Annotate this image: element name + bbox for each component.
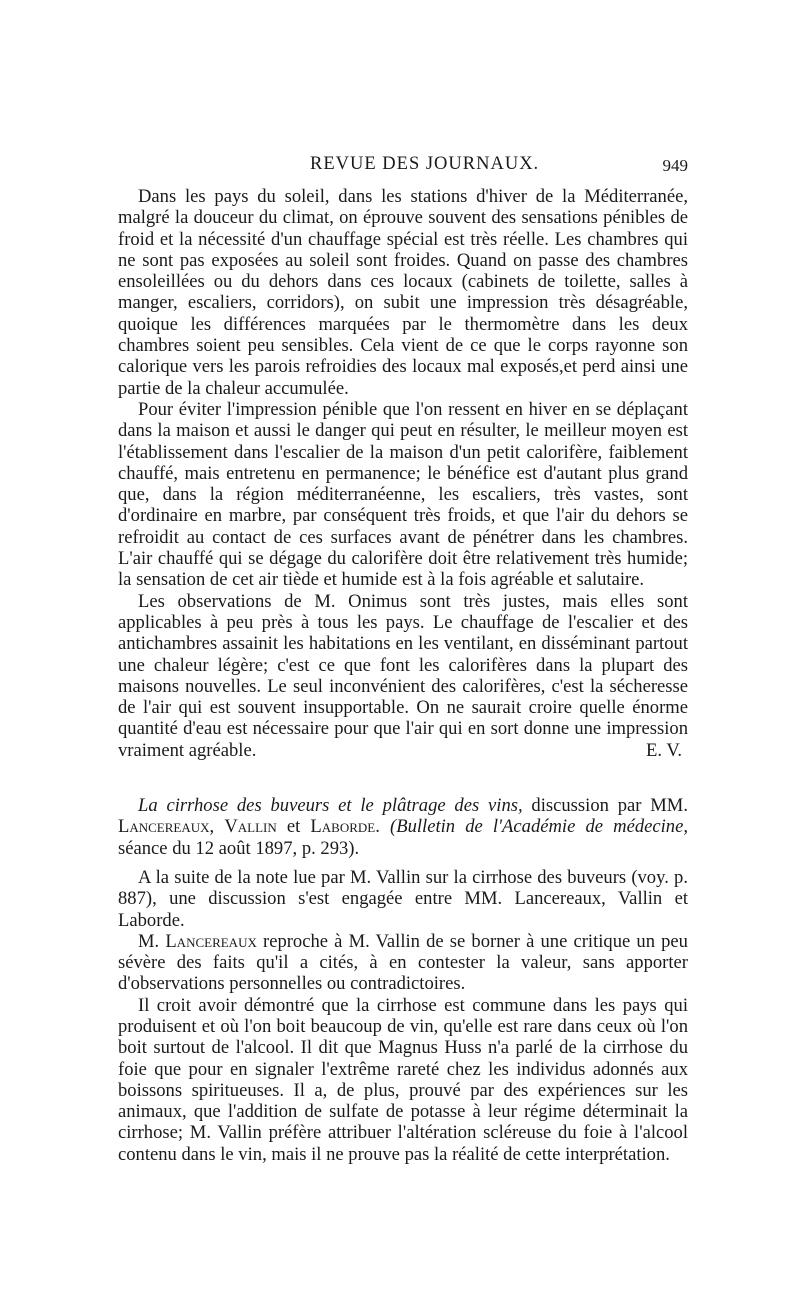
- page-number: 949: [662, 156, 688, 175]
- paragraph-cirrhosis-2: [118, 931, 688, 995]
- paragraph-gap: [118, 859, 688, 867]
- paragraph-prefix: M.: [138, 930, 166, 952]
- paragraph-heating-1: Dans les pays du soleil, dans les stations d'hiver de la Méditerranée, malgré la douceur du climat, on éprouve souvent des sensations pénibles de froid et la nécessité d'un chauffage spécial est très réelle. Les chambres qui ne sont pas exposées au soleil sont froides. Quand on passe des chambres ensoleillées ou du dehors dans ces locaux (cabinets de toilette, salles à manger, escaliers, corridors), on subit une impression très désagréable, quoique les différences marquées par le thermomètre dans les deux chambres soient peu sensibles. Cela vient de ce que le corps rayonne son calorique vers les parois refroidies des locaux mal exposés,et perd ainsi une partie de la chaleur accumulée.: [118, 186, 688, 399]
- page-header: [118, 150, 688, 180]
- paragraph-cirrhosis-1: A la suite de la note lue par M. Vallin sur la cirrhose des buveurs (voy. p. 887), une discussion s'est engagée entre MM. Lancereaux, Vallin et Laborde.: [118, 866, 688, 931]
- running-title: REVUE DES JOURNAUX.: [310, 154, 540, 174]
- author-name-2: Vallin: [224, 816, 277, 838]
- paragraph-heating-3-text: Les observations de M. Onimus sont très justes, mais elles sont applicables à peu près à tous les pays. Le chauffage de l'escalier et des antichambres assainit les habitations en les ventilant, en disséminant partout une chaleur légère; c'est ce que font les calorifères dans la plupart des maisons nouvelles. Le seul inconvénient des calorifères, c'est la sécheresse de l'air qui est souvent insupportable. On ne saurait croire quelle énorme quantité d'eau est nécessaire pour que l'air qui en sort donne une impression vraiment agréable.: [118, 590, 688, 761]
- page-body: [118, 186, 688, 1165]
- author-separator: et: [276, 816, 311, 838]
- source-reference: (Bulletin de l'Académie de médecine,: [390, 816, 688, 838]
- person-name: Lancereaux: [165, 930, 257, 952]
- article-title: La cirrhose des buveurs et le plâtrage des vins,: [138, 795, 523, 817]
- paragraph-cirrhosis-3: Il croit avoir démontré que la cirrhose est commune dans les pays qui produisent et où l'on boit beaucoup de vin, qu'elle est rare dans ceux où l'on boit surtout de l'alcool. Il dit que Magnus Huss n'a parlé de la cirrhose du foie que pour en signaler l'extrême rareté chez les individus adonnés aux boissons spiritueuses. Il a, de plus, prouvé par des expériences sur les animaux, que l'addition de sulfate de potasse à leur régime déterminait la cirrhose; M. Vallin préfère attribuer l'altération scléreuse du foie à l'alcool contenu dans le vin, mais il ne prouve pas la réalité de cette interprétation.: [118, 994, 688, 1165]
- author-separator: ,: [209, 816, 225, 838]
- source-date: séance du 12 août 1897, p. 293).: [118, 837, 360, 859]
- author-signature: E. V.: [646, 739, 682, 761]
- paragraph-heating-3: [118, 591, 688, 761]
- paragraph-cirrhosis-2-text: reproche à M. Vallin de se borner à une critique un peu sévère des faits qu'il a cités, à en contester la valeur, sans apporter d'observations personnelles ou contradictoires.: [118, 930, 688, 995]
- paragraph-heating-2: Pour éviter l'impression pénible que l'on ressent en hiver en se déplaçant dans la maison et aussi le danger qui peut en résulter, le meilleur moyen est l'établissement dans l'escalier de la maison d'un petit calorifère, faiblement chauffé, mais entretenu en permanence; le bénéfice est d'autant plus grand que, dans la région méditerranéenne, les escaliers, très vastes, sont d'ordinaire en marbre, par conséquent très froids, et que l'air du dehors se refroidit au contact de ces surfaces avant de pénétrer dans les chambres. L'air chauffé qui se dégage du calorifère doit être relativement très humide; la sensation de cet air tiède et humide est à la fois agréable et salutaire.: [118, 398, 688, 591]
- article-entry-heading: [118, 795, 688, 859]
- author-name-3: Laborde: [310, 816, 376, 838]
- section-separator: [118, 761, 688, 795]
- author-name-1: Lancereaux: [118, 816, 210, 838]
- article-intro: discussion par MM.: [522, 795, 688, 817]
- author-separator: .: [375, 816, 391, 838]
